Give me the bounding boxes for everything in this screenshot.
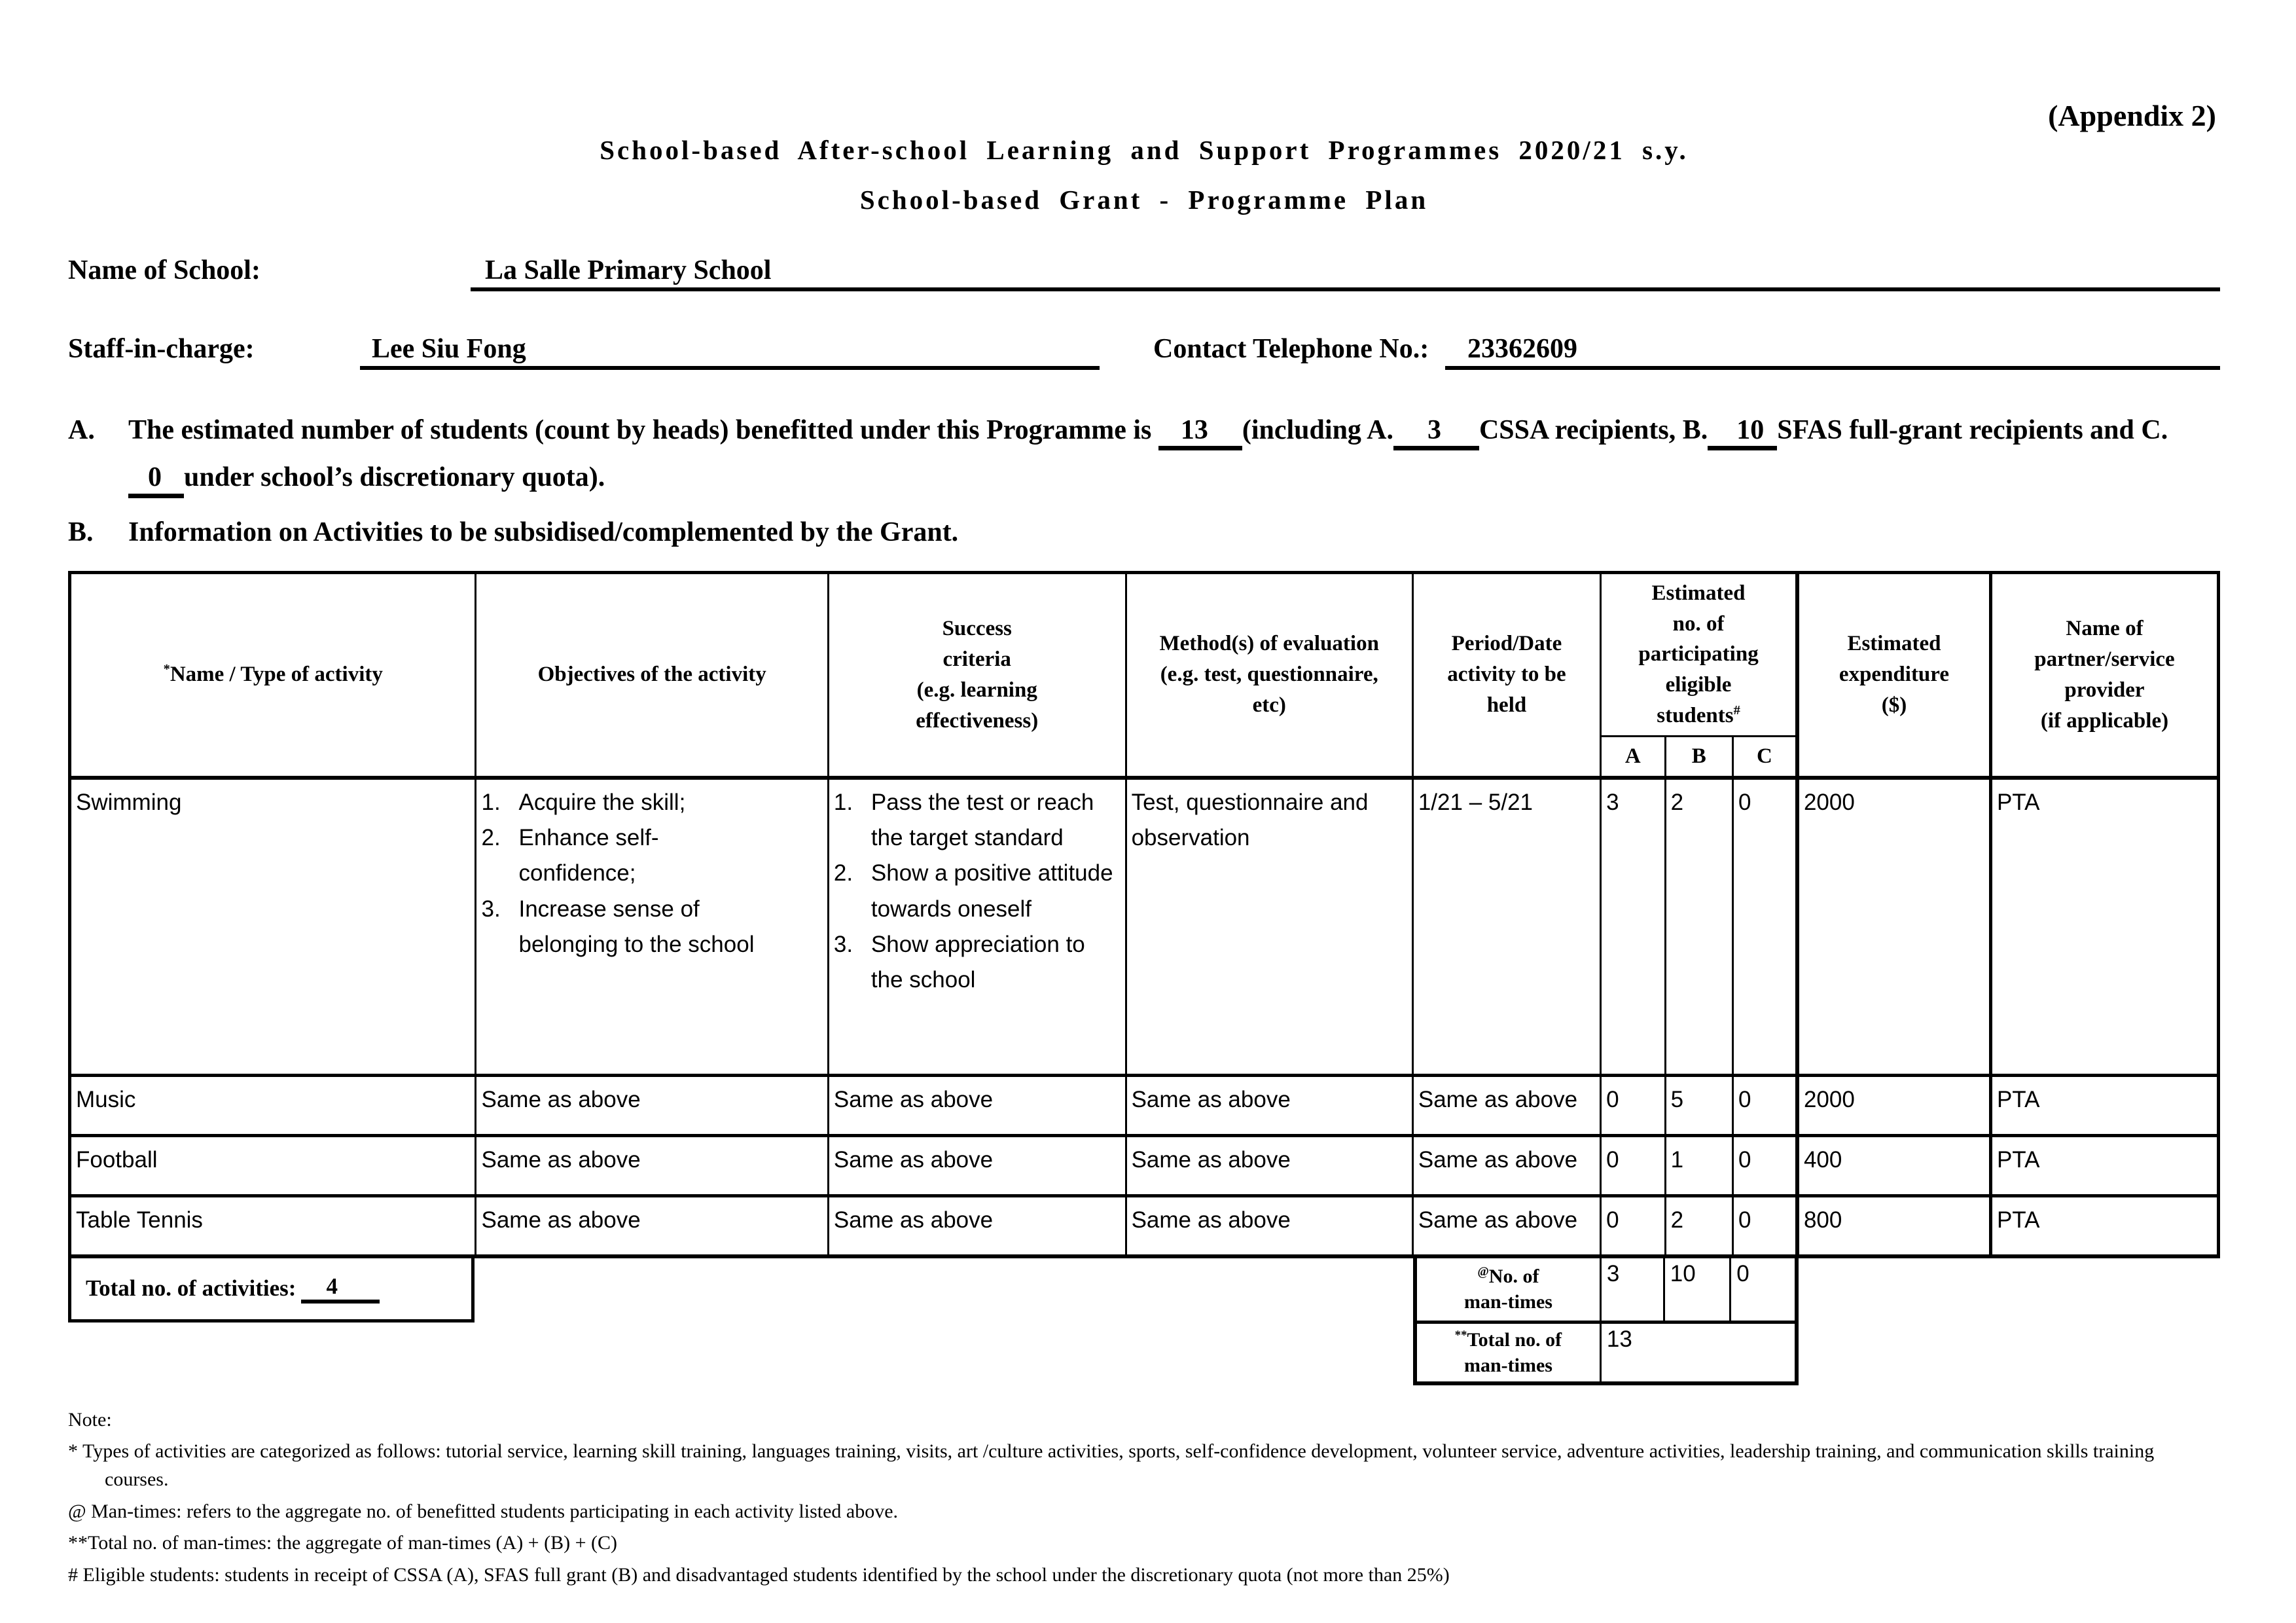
school-name-label: Name of School: bbox=[68, 255, 260, 285]
activity-success-criteria: Pass the test or reach the target standard Show a positive attitude towards oneself Show appreciation to the school bbox=[828, 778, 1126, 1076]
school-name-value: La Salle Primary School bbox=[485, 255, 772, 285]
section-a-part2: (including A. bbox=[1242, 415, 1393, 445]
section-b-text: Information on Activities to be subsidised/complemented by the Grant. bbox=[128, 517, 959, 548]
total-activities-value: 4 bbox=[301, 1273, 380, 1304]
students-b-count: 2 bbox=[1665, 1196, 1732, 1256]
activity-period: Same as above bbox=[1412, 1076, 1600, 1136]
staff-contact-row bbox=[68, 333, 2220, 370]
activity-expenditure: 400 bbox=[1797, 1136, 1990, 1196]
activity-objectives: Same as above bbox=[476, 1076, 828, 1136]
activity-expenditure: 2000 bbox=[1797, 1076, 1990, 1136]
column-header-success-criteria: Success criteria (e.g. learning effectiveness) bbox=[828, 572, 1126, 778]
man-times-row bbox=[1417, 1258, 1795, 1324]
students-hash-superscript: # bbox=[1733, 703, 1740, 718]
activity-period: Same as above bbox=[1412, 1136, 1600, 1196]
activity-name: Music bbox=[70, 1076, 476, 1136]
students-c-count: 0 bbox=[1732, 778, 1797, 1076]
students-c-count: 0 bbox=[1732, 1136, 1797, 1196]
note-eligible-students: # Eligible students: students in receipt of CSSA (A), SFAS full grant (B) and disadvantaged students identified by the school under the discretionary quota (not more than 25%) bbox=[68, 1563, 1450, 1586]
activity-objectives: Acquire the skill; Enhance self-confidence; Increase sense of belonging to the school bbox=[476, 778, 828, 1076]
section-a-part1: The estimated number of students (count by heads) benefitted under this Programme is bbox=[128, 415, 1152, 445]
activity-period: Same as above bbox=[1412, 1196, 1600, 1256]
column-header-period: Period/Date activity to be held bbox=[1412, 572, 1600, 778]
students-b-count: 1 bbox=[1665, 1136, 1732, 1196]
total-students-blank: 13 bbox=[1158, 414, 1242, 450]
column-header-eligible-students: Estimated no. of participating eligible students# bbox=[1601, 572, 1797, 736]
activity-name: Swimming bbox=[70, 778, 476, 1076]
contact-telephone-line bbox=[1445, 333, 2220, 370]
staff-in-charge-line bbox=[360, 333, 1100, 370]
section-a-part4: SFAS full-grant recipients and C. bbox=[1777, 415, 2168, 445]
activity-period: 1/21 – 5/21 bbox=[1412, 778, 1600, 1076]
man-times-c-value: 0 bbox=[1736, 1260, 1749, 1286]
column-header-expenditure: Estimated expenditure ($) bbox=[1797, 572, 1990, 778]
man-times-box bbox=[1413, 1254, 1799, 1385]
activity-expenditure: 800 bbox=[1797, 1196, 1990, 1256]
name-asterisk-superscript: * bbox=[163, 662, 170, 677]
students-a-count: 0 bbox=[1601, 1136, 1665, 1196]
total-activities-box bbox=[68, 1254, 475, 1322]
table-row-swimming bbox=[70, 778, 2219, 1076]
subcolumn-header-b: B bbox=[1665, 737, 1732, 778]
students-a-count: 0 bbox=[1601, 1076, 1665, 1136]
activity-objectives: Same as above bbox=[476, 1196, 828, 1256]
man-times-a-value: 3 bbox=[1602, 1258, 1665, 1321]
column-header-evaluation-method: Method(s) of evaluation (e.g. test, questionnaire, etc) bbox=[1126, 572, 1412, 778]
contact-telephone-value: 23362609 bbox=[1467, 334, 1577, 364]
students-b-count: 2 bbox=[1665, 778, 1732, 1076]
activity-name: Table Tennis bbox=[70, 1196, 476, 1256]
column-header-objectives: Objectives of the activity bbox=[476, 572, 828, 778]
school-name-line bbox=[471, 255, 2220, 291]
activity-evaluation-method: Same as above bbox=[1126, 1136, 1412, 1196]
contact-telephone-label: Contact Telephone No.: bbox=[1153, 334, 1429, 364]
students-b-count: 5 bbox=[1665, 1076, 1732, 1136]
activity-evaluation-method: Same as above bbox=[1126, 1196, 1412, 1256]
table-row-table-tennis bbox=[70, 1196, 2219, 1256]
table-row-football bbox=[70, 1136, 2219, 1196]
subcolumn-header-a: A bbox=[1601, 737, 1665, 778]
table-footer bbox=[68, 1258, 2220, 1389]
sfas-recipients-blank: 10 bbox=[1708, 414, 1777, 450]
section-b-label: B. bbox=[68, 517, 94, 548]
activity-partner: PTA bbox=[1990, 778, 2218, 1076]
school-name-row bbox=[68, 255, 2220, 291]
staff-in-charge-value: Lee Siu Fong bbox=[372, 334, 526, 364]
man-times-b-value: 10 bbox=[1665, 1258, 1731, 1321]
note-man-times: @ Man-times: refers to the aggregate no. of benefitted students participating in each activity listed above. bbox=[68, 1500, 899, 1522]
total-man-times-row bbox=[1417, 1324, 1795, 1381]
activity-partner: PTA bbox=[1990, 1196, 2218, 1256]
subcolumn-header-c: C bbox=[1732, 737, 1797, 778]
section-a bbox=[68, 407, 2220, 501]
cssa-recipients-blank: 3 bbox=[1393, 414, 1479, 450]
activity-expenditure: 2000 bbox=[1797, 778, 1990, 1076]
total-man-times-label: **Total no. of man-times bbox=[1417, 1324, 1602, 1381]
column-header-partner: Name of partner/service provider (if applicable) bbox=[1990, 572, 2218, 778]
section-b bbox=[68, 509, 2220, 556]
appendix-tag: (Appendix 2) bbox=[2048, 99, 2216, 132]
table-row-music bbox=[70, 1076, 2219, 1136]
man-times-label: @No. of man-times bbox=[1417, 1258, 1602, 1321]
activity-success-criteria: Same as above bbox=[828, 1136, 1126, 1196]
students-a-count: 0 bbox=[1601, 1196, 1665, 1256]
activity-name: Football bbox=[70, 1136, 476, 1196]
activity-evaluation-method: Test, questionnaire and observation bbox=[1126, 778, 1412, 1076]
section-a-part5: under school’s discretionary quota). bbox=[184, 462, 605, 493]
notes-heading: Note: bbox=[68, 1408, 112, 1431]
man-times-at-superscript: @ bbox=[1477, 1265, 1489, 1279]
column-header-name: *Name / Type of activity bbox=[70, 572, 476, 778]
activities-table bbox=[68, 571, 2220, 1258]
document-title-line1: School-based After-school Learning and Support Programmes 2020/21 s.y. bbox=[600, 135, 1689, 165]
notes-section bbox=[68, 1406, 2220, 1590]
section-a-part3: CSSA recipients, B. bbox=[1479, 415, 1708, 445]
document-title-line2: School-based Grant - Programme Plan bbox=[859, 185, 1429, 215]
total-man-times-value: 13 bbox=[1606, 1326, 1632, 1352]
activity-objectives: Same as above bbox=[476, 1136, 828, 1196]
total-man-times-asterisk-superscript: ** bbox=[1454, 1328, 1467, 1342]
discretionary-quota-blank: 0 bbox=[128, 462, 184, 498]
activity-partner: PTA bbox=[1990, 1076, 2218, 1136]
note-activity-types: * Types of activities are categorized as follows: tutorial service, learning skill training, languages training, visits, art /culture activities, sports, self-confidence development, volunteer service, adventure activities, leadership training, and communication skills training courses. bbox=[68, 1440, 2155, 1491]
note-total-man-times: **Total no. of man-times: the aggregate of man-times (A) + (B) + (C) bbox=[68, 1532, 618, 1554]
students-a-count: 3 bbox=[1601, 778, 1665, 1076]
activity-success-criteria: Same as above bbox=[828, 1196, 1126, 1256]
section-a-text bbox=[128, 407, 2220, 501]
activity-evaluation-method: Same as above bbox=[1126, 1076, 1412, 1136]
activity-success-criteria: Same as above bbox=[828, 1076, 1126, 1136]
students-c-count: 0 bbox=[1732, 1076, 1797, 1136]
section-a-label: A. bbox=[68, 415, 95, 445]
total-activities-label: Total no. of activities: bbox=[86, 1275, 296, 1301]
staff-in-charge-label: Staff-in-charge: bbox=[68, 334, 255, 364]
activity-partner: PTA bbox=[1990, 1136, 2218, 1196]
students-c-count: 0 bbox=[1732, 1196, 1797, 1256]
